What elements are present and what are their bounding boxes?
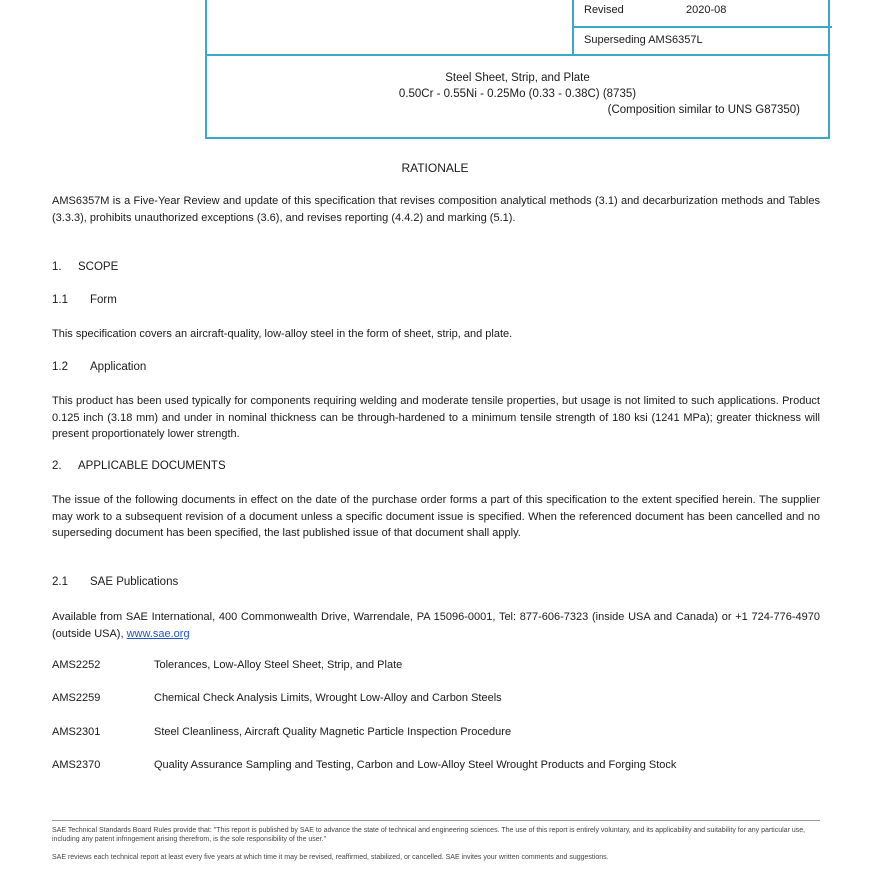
rationale-text: AMS6357M is a Five-Year Review and update of this specification that revises composition analytical methods (3.1) and decarburization methods and Tables (3.3.3), prohibits unauthorized exceptions (3.6), and revises reporting (4.4.2) and marking (5.1). <box>52 195 820 224</box>
section-number: 1.1 <box>52 294 68 306</box>
header-divider <box>207 54 828 56</box>
document-code: AMS2301 <box>52 726 101 738</box>
revised-date: 2020-08 <box>686 4 727 16</box>
section-sae-heading <box>52 576 178 588</box>
spec-title <box>207 70 828 118</box>
section-form-heading <box>52 294 117 306</box>
header-box <box>205 0 830 139</box>
application-text: This product has been used typically for components requiring welding and moderate tensile properties, but usage is not limited to such applications. Product 0.125 inch (3.18 mm) and under in nominal thickness can be through-hardened to a minimum tensile strength of 180 ksi (1241 MPa); greater thickness will present proportionately lower strength. <box>52 395 820 440</box>
title-line-3: (Composition similar to UNS G87350) <box>607 104 800 116</box>
sae-text <box>52 609 820 642</box>
document-description: Steel Cleanliness, Aircraft Quality Magnetic Particle Inspection Procedure <box>154 726 512 738</box>
section-number: 2.1 <box>52 576 68 588</box>
document-description: Quality Assurance Sampling and Testing, Carbon and Low-Alloy Steel Wrought Products and Forging Stock <box>154 759 677 771</box>
document-code: AMS2252 <box>52 659 101 671</box>
document-description: Chemical Check Analysis Limits, Wrought Low-Alloy and Carbon Steels <box>154 692 502 704</box>
document-code: AMS2259 <box>52 692 101 704</box>
section-title: SAE Publications <box>90 576 179 588</box>
title-line-2: 0.50Cr - 0.55Ni - 0.25Mo (0.33 - 0.38C) (8735) <box>398 88 637 100</box>
section-title: APPLICABLE DOCUMENTS <box>78 460 226 472</box>
section-title: Form <box>90 294 117 306</box>
superseding-row <box>574 28 832 56</box>
title-line-1: Steel Sheet, Strip, and Plate <box>445 72 590 84</box>
section-number: 1. <box>52 261 62 273</box>
sae-website-link[interactable]: www.sae.org <box>126 627 190 640</box>
rationale-heading: RATIONALE <box>401 161 469 175</box>
revision-info <box>572 0 832 54</box>
revised-row <box>574 0 832 28</box>
section-scope-heading <box>52 261 118 273</box>
footer-rule <box>52 820 820 821</box>
section-documents-heading <box>52 460 226 472</box>
document-code: AMS2370 <box>52 759 101 771</box>
documents-text: The issue of the following documents in effect on the date of the purchase order forms a part of this specification to the extent specified herein. The supplier may work to a subsequent revision of a document unless a specific document issue is specified. When the referenced document has been cancelled and no superseding document has been specified, the last published issue of that document shall apply. <box>52 494 820 539</box>
superseding-text: Superseding AMS6357L <box>584 34 703 46</box>
document-description: Tolerances, Low-Alloy Steel Sheet, Strip, and Plate <box>154 659 403 671</box>
section-title: SCOPE <box>78 261 119 273</box>
section-number: 1.2 <box>52 361 68 373</box>
section-application-heading <box>52 361 146 373</box>
footer-disclaimer: SAE Technical Standards Board Rules provide that: "This report is published by SAE to advance the state of technical and engineering sciences. The use of this report is entirely voluntary, and its applicability and suitability for any particular use, including any patent infringement arising therefrom, is the sole responsibility of the user." <box>52 827 806 843</box>
footer-review-note: SAE reviews each technical report at least every five years at which time it may be revised, reaffirmed, stabilized, or cancelled. SAE invites your written comments and suggestions. <box>52 854 609 861</box>
sae-address: Available from SAE International, 400 Commonwealth Drive, Warrendale, PA 15096-0001, Tel: 877-606-7323 (inside USA and Canada) or +1 724-776-4970 (outside USA), <box>52 611 820 640</box>
section-number: 2. <box>52 460 62 472</box>
section-title: Application <box>90 361 147 373</box>
form-text: This specification covers an aircraft-quality, low-alloy steel in the form of sheet, strip, and plate. <box>52 328 513 340</box>
revised-label: Revised <box>584 4 624 16</box>
